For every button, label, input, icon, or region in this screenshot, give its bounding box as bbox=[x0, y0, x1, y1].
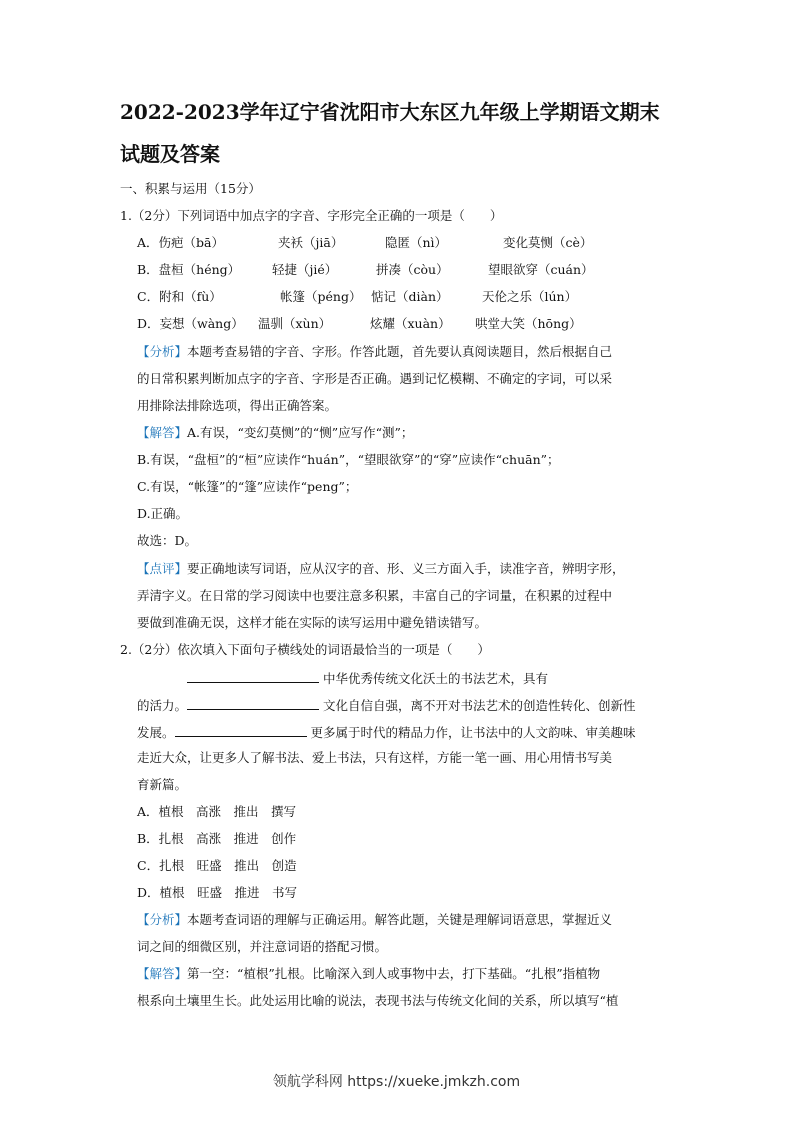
option-b-word-1: B．盘桓（héng） bbox=[137, 262, 241, 277]
option-d-word-3: 炫耀（xuàn） bbox=[370, 316, 451, 331]
analysis-tag: 【分析】 bbox=[137, 344, 188, 359]
section-heading: 一、积累与运用（15分） bbox=[120, 181, 261, 196]
option-d-word-2: 温驯（xùn） bbox=[258, 316, 332, 331]
answer-tag: 【解答】 bbox=[137, 966, 188, 981]
option-a-word-4: 变化莫恻（cè） bbox=[503, 235, 593, 250]
option-c-word-1: C．附和（fù） bbox=[137, 289, 222, 304]
option-b-word-2: 轻捷（jié） bbox=[272, 262, 338, 277]
passage-line-3: 发展。 更多属于时代的精品力作，让书法中的人文韵味、审美趣味 bbox=[137, 722, 636, 742]
question-2-analysis-line-1: 【分析】本题考查词语的理解与正确运用。解答此题，关键是理解词语意思，掌握近义 bbox=[137, 912, 613, 927]
option-a-word-2: 夹袄（jiā） bbox=[278, 235, 344, 250]
question-1-answer-line-4: D.正确。 bbox=[137, 506, 189, 521]
passage-line-5: 育新篇。 bbox=[137, 777, 188, 792]
question-1-comment-line-3: 要做到准确无误，这样才能在实际的读写运用中避免错读错写。 bbox=[137, 615, 488, 630]
answer-blank-1 bbox=[187, 668, 319, 683]
question-2-stem: 2.（2分）依次填入下面句子横线处的词语最恰当的一项是（ ） bbox=[120, 642, 490, 657]
question-1-comment-line-1: 【点评】要正确地读写词语，应从汉字的音、形、义三方面入手，读准字音，辨明字形， bbox=[137, 561, 625, 576]
question-1-stem: 1.（2分）下列词语中加点字的字音、字形完全正确的一项是（ ） bbox=[120, 208, 503, 223]
question-1-answer-line-3: C.有误，“帐篷”的“篷”应读作“peng”； bbox=[137, 479, 358, 494]
document-title-line-1: 2022-2023学年辽宁省沈阳市大东区九年级上学期语文期末 bbox=[120, 100, 660, 124]
answer-blank-2 bbox=[187, 695, 319, 710]
question-2-analysis-line-2: 词之间的细微区别，并注意词语的搭配习惯。 bbox=[137, 939, 388, 954]
question-1-analysis-line-1: 【分析】本题考查易错的字音、字形。作答此题，首先要认真阅读题目，然后根据自己 bbox=[137, 344, 613, 359]
option-b-word-4: 望眼欲穿（cuán） bbox=[488, 262, 594, 277]
option-b-word-3: 拼凑（còu） bbox=[376, 262, 449, 277]
question-2-option-a: A．植根 高涨 推出 撰写 bbox=[137, 804, 297, 819]
option-d-word-1: D．妄想（wàng） bbox=[137, 316, 244, 331]
option-a-word-3: 隐匿（nì） bbox=[385, 235, 448, 250]
option-c-word-2: 帐篷（péng） bbox=[280, 289, 362, 304]
question-2-option-c: C．扎根 旺盛 推出 创造 bbox=[137, 858, 297, 873]
passage-line-1: 中华优秀传统文化沃土的书法艺术，具有 bbox=[137, 668, 548, 688]
passage-line-4: 走近大众，让更多人了解书法、爱上书法，只有这样，方能一笔一画、用心用情书写美 bbox=[137, 750, 613, 765]
question-2-answer-line-2: 根系向土壤里生长。此处运用比喻的说法，表现书法与传统文化间的关系，所以填写“植 bbox=[137, 993, 619, 1008]
question-2-option-d: D．植根 旺盛 推进 书写 bbox=[137, 885, 298, 900]
comment-tag: 【点评】 bbox=[137, 561, 188, 576]
page-footer-watermark: 领航学科网 https://xueke.jmkzh.com bbox=[272, 1074, 521, 1090]
question-1-analysis-line-3: 用排除法排除选项，得出正确答案。 bbox=[137, 398, 338, 413]
answer-tag: 【解答】 bbox=[137, 425, 188, 440]
option-c-word-3: 惦记（diàn） bbox=[371, 289, 449, 304]
question-1-answer-line-1: 【解答】A.有误，“变幻莫恻”的“恻”应写作“测”； bbox=[137, 425, 414, 440]
question-2-answer-line-1: 【解答】第一空：“植根”扎根。比喻深入到人或事物中去，打下基础。“扎根”指植物 bbox=[137, 966, 601, 981]
question-2-option-b: B．扎根 高涨 推进 创作 bbox=[137, 831, 297, 846]
analysis-tag: 【分析】 bbox=[137, 912, 188, 927]
question-1-answer-line-2: B.有误，“盘桓”的“桓”应读作“huán”，“望眼欲穿”的“穿”应读作“chuān”； bbox=[137, 452, 560, 467]
answer-blank-3 bbox=[175, 722, 307, 737]
option-d-word-4: 哄堂大笑（hōng） bbox=[475, 316, 582, 331]
option-a-word-1: A．伤疤（bā） bbox=[137, 235, 224, 250]
question-1-analysis-line-2: 的日常积累判断加点字的字音、字形是否正确。遇到记忆模糊、不确定的字词，可以采 bbox=[137, 371, 613, 386]
document-title-line-2: 试题及答案 bbox=[120, 142, 220, 166]
option-c-word-4: 天伦之乐（lún） bbox=[482, 289, 578, 304]
passage-line-2: 的活力。 文化自信自强，离不开对书法艺术的创造性转化、创新性 bbox=[137, 695, 636, 715]
question-1-answer-line-5: 故选：D。 bbox=[137, 533, 198, 548]
question-1-comment-line-2: 弄清字义。在日常的学习阅读中也要注意多积累，丰富自己的字词量，在积累的过程中 bbox=[137, 588, 613, 603]
